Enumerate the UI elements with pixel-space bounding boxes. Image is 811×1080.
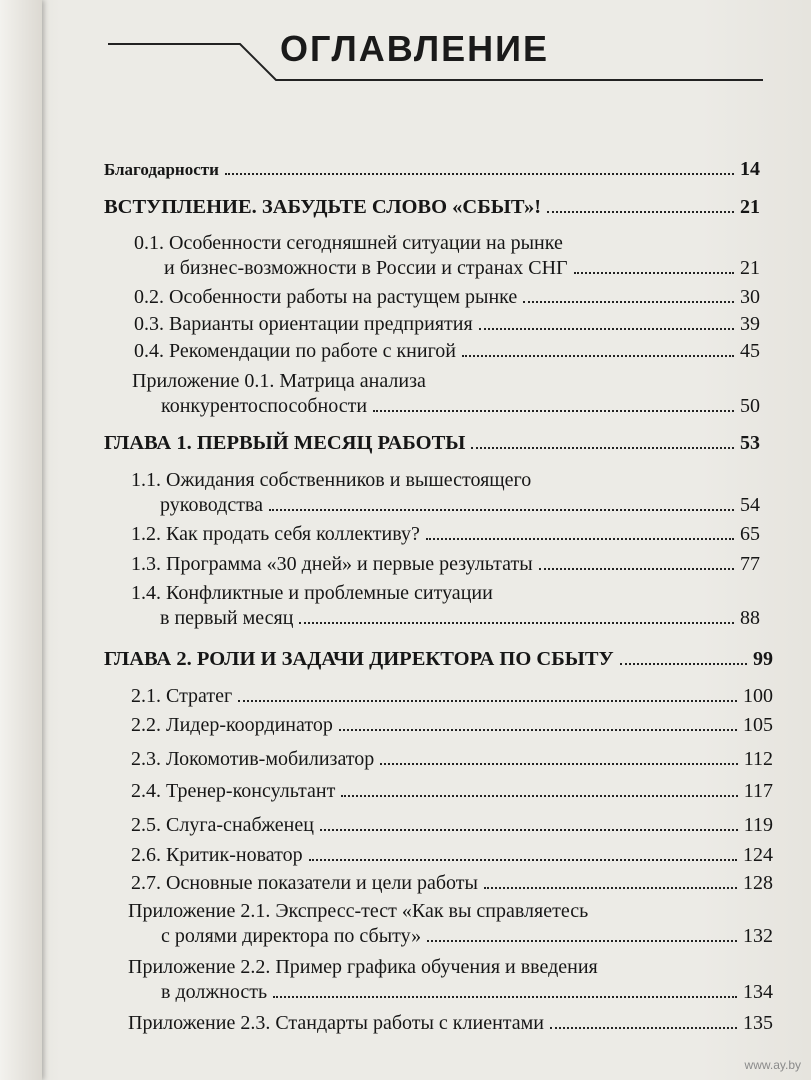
dot-leader [238,700,737,702]
toc-entry [132,370,760,418]
page-number: 21 [740,196,760,218]
toc-entry [131,469,760,517]
toc-entry [128,956,773,1004]
dot-leader [320,829,738,831]
toc-entry [104,196,760,219]
dot-leader [309,859,737,861]
toc-entry [131,780,773,803]
dot-leader [471,447,734,449]
page-number: 30 [740,286,760,308]
page-number: 132 [743,925,773,947]
toc-entry [128,1012,773,1035]
entry-title-line2: конкурентоспособности [161,395,368,417]
page-number: 77 [740,553,760,575]
toc-entry [128,900,773,948]
entry-title-line2: в должность [161,981,268,1003]
entry-title: 2.5. Слуга-снабженец [131,814,314,836]
dot-leader [299,622,734,624]
toc-entry [134,340,760,363]
entry-title: ГЛАВА 2. РОЛИ И ЗАДАЧИ ДИРЕКТОРА ПО СБЫТУ [104,648,614,670]
entry-title: 0.4. Рекомендации по работе с книгой [134,340,456,362]
toc-entry [104,648,773,671]
entry-title: 1.2. Как продать себя коллективу? [131,523,420,545]
dot-leader [479,328,734,330]
dot-leader [523,301,734,303]
entry-title: 2.1. Стратег [131,685,233,707]
entry-title-line1: Приложение 2.2. Пример графика обучения и введения [128,956,598,978]
dot-leader [339,729,737,731]
toc-entry [104,158,760,181]
page-number: 100 [743,685,773,707]
entry-title-line1: 1.4. Конфликтные и проблемные ситуации [131,582,493,604]
watermark: www.ay.by [744,1058,801,1072]
toc-entry [131,814,773,837]
entry-title: Благодарности [104,160,219,179]
dot-leader [427,940,737,942]
page-number: 112 [743,748,773,770]
toc-entry [131,844,773,867]
dot-leader [620,663,747,665]
page-number: 105 [743,714,773,736]
dot-leader [574,272,734,274]
dot-leader [373,410,734,412]
page-number: 134 [743,981,773,1003]
adjacent-page-edge [0,0,42,1080]
entry-title: 2.6. Критик-новатор [131,844,303,866]
toc-entry [104,432,760,455]
page-number: 88 [740,607,760,629]
page-number: 99 [753,648,773,670]
entry-title-line1: 0.1. Особенности сегодняшней ситуации на рынке [134,232,563,254]
entry-title: 2.7. Основные показатели и цели работы [131,872,478,894]
page-title: ОГЛАВЛЕНИЕ [280,28,550,69]
toc-entry [134,313,760,336]
toc-entry [131,872,773,895]
page-number: 54 [740,494,760,516]
page-number: 14 [740,158,760,180]
entry-title: 1.3. Программа «30 дней» и первые результаты [131,553,533,575]
entry-title-line2: в первый месяц [160,607,294,629]
dot-leader [426,538,734,540]
page-number: 50 [740,395,760,417]
entry-title: ВСТУПЛЕНИЕ. ЗАБУДЬТЕ СЛОВО «СБЫТ»! [104,196,542,218]
dot-leader [380,763,737,765]
entry-title-line1: Приложение 2.1. Экспресс-тест «Как вы справляетесь [128,900,589,922]
toc-entry [131,232,760,280]
dot-leader [547,211,734,213]
entry-title-line1: 1.1. Ожидания собственников и вышестоящего [131,469,532,491]
dot-leader [269,509,734,511]
dot-leader [225,173,734,175]
toc-entry [131,582,760,630]
dot-leader [484,887,737,889]
page-number: 124 [743,844,773,866]
entry-title: 0.3. Варианты ориентации предприятия [134,313,473,335]
page-number: 65 [740,523,760,545]
entry-title: ГЛАВА 1. ПЕРВЫЙ МЕСЯЦ РАБОТЫ [104,432,466,454]
toc-entry [131,553,760,576]
toc-entry [134,286,760,309]
toc-entry [131,714,773,737]
page-number: 117 [743,780,773,802]
entry-title: 2.4. Тренер-консультант [131,780,336,802]
toc-entry [131,685,773,708]
entry-title: 2.2. Лидер-координатор [131,714,333,736]
entry-title: Приложение 2.3. Стандарты работы с клиентами [128,1012,544,1034]
entry-title-line1: Приложение 0.1. Матрица анализа [132,370,426,392]
dot-leader [462,355,734,357]
dot-leader [273,996,737,998]
toc-entry [131,748,773,771]
page-number: 135 [743,1012,773,1034]
entry-title-line2: и бизнес-возможности в России и странах СНГ [164,257,568,279]
dot-leader [341,795,737,797]
page-number: 45 [740,340,760,362]
toc-entry [131,523,760,546]
dot-leader [550,1027,737,1029]
page-number: 128 [743,872,773,894]
page-number: 39 [740,313,760,335]
page-number: 21 [740,257,760,279]
entry-title: 0.2. Особенности работы на растущем рынке [134,286,518,308]
page-number: 53 [740,432,760,454]
dot-leader [539,568,734,570]
entry-title-line2: руководства [160,494,264,516]
page-number: 119 [743,814,773,836]
entry-title-line2: с ролями директора по сбыту» [161,925,422,947]
entry-title: 2.3. Локомотив-мобилизатор [131,748,375,770]
